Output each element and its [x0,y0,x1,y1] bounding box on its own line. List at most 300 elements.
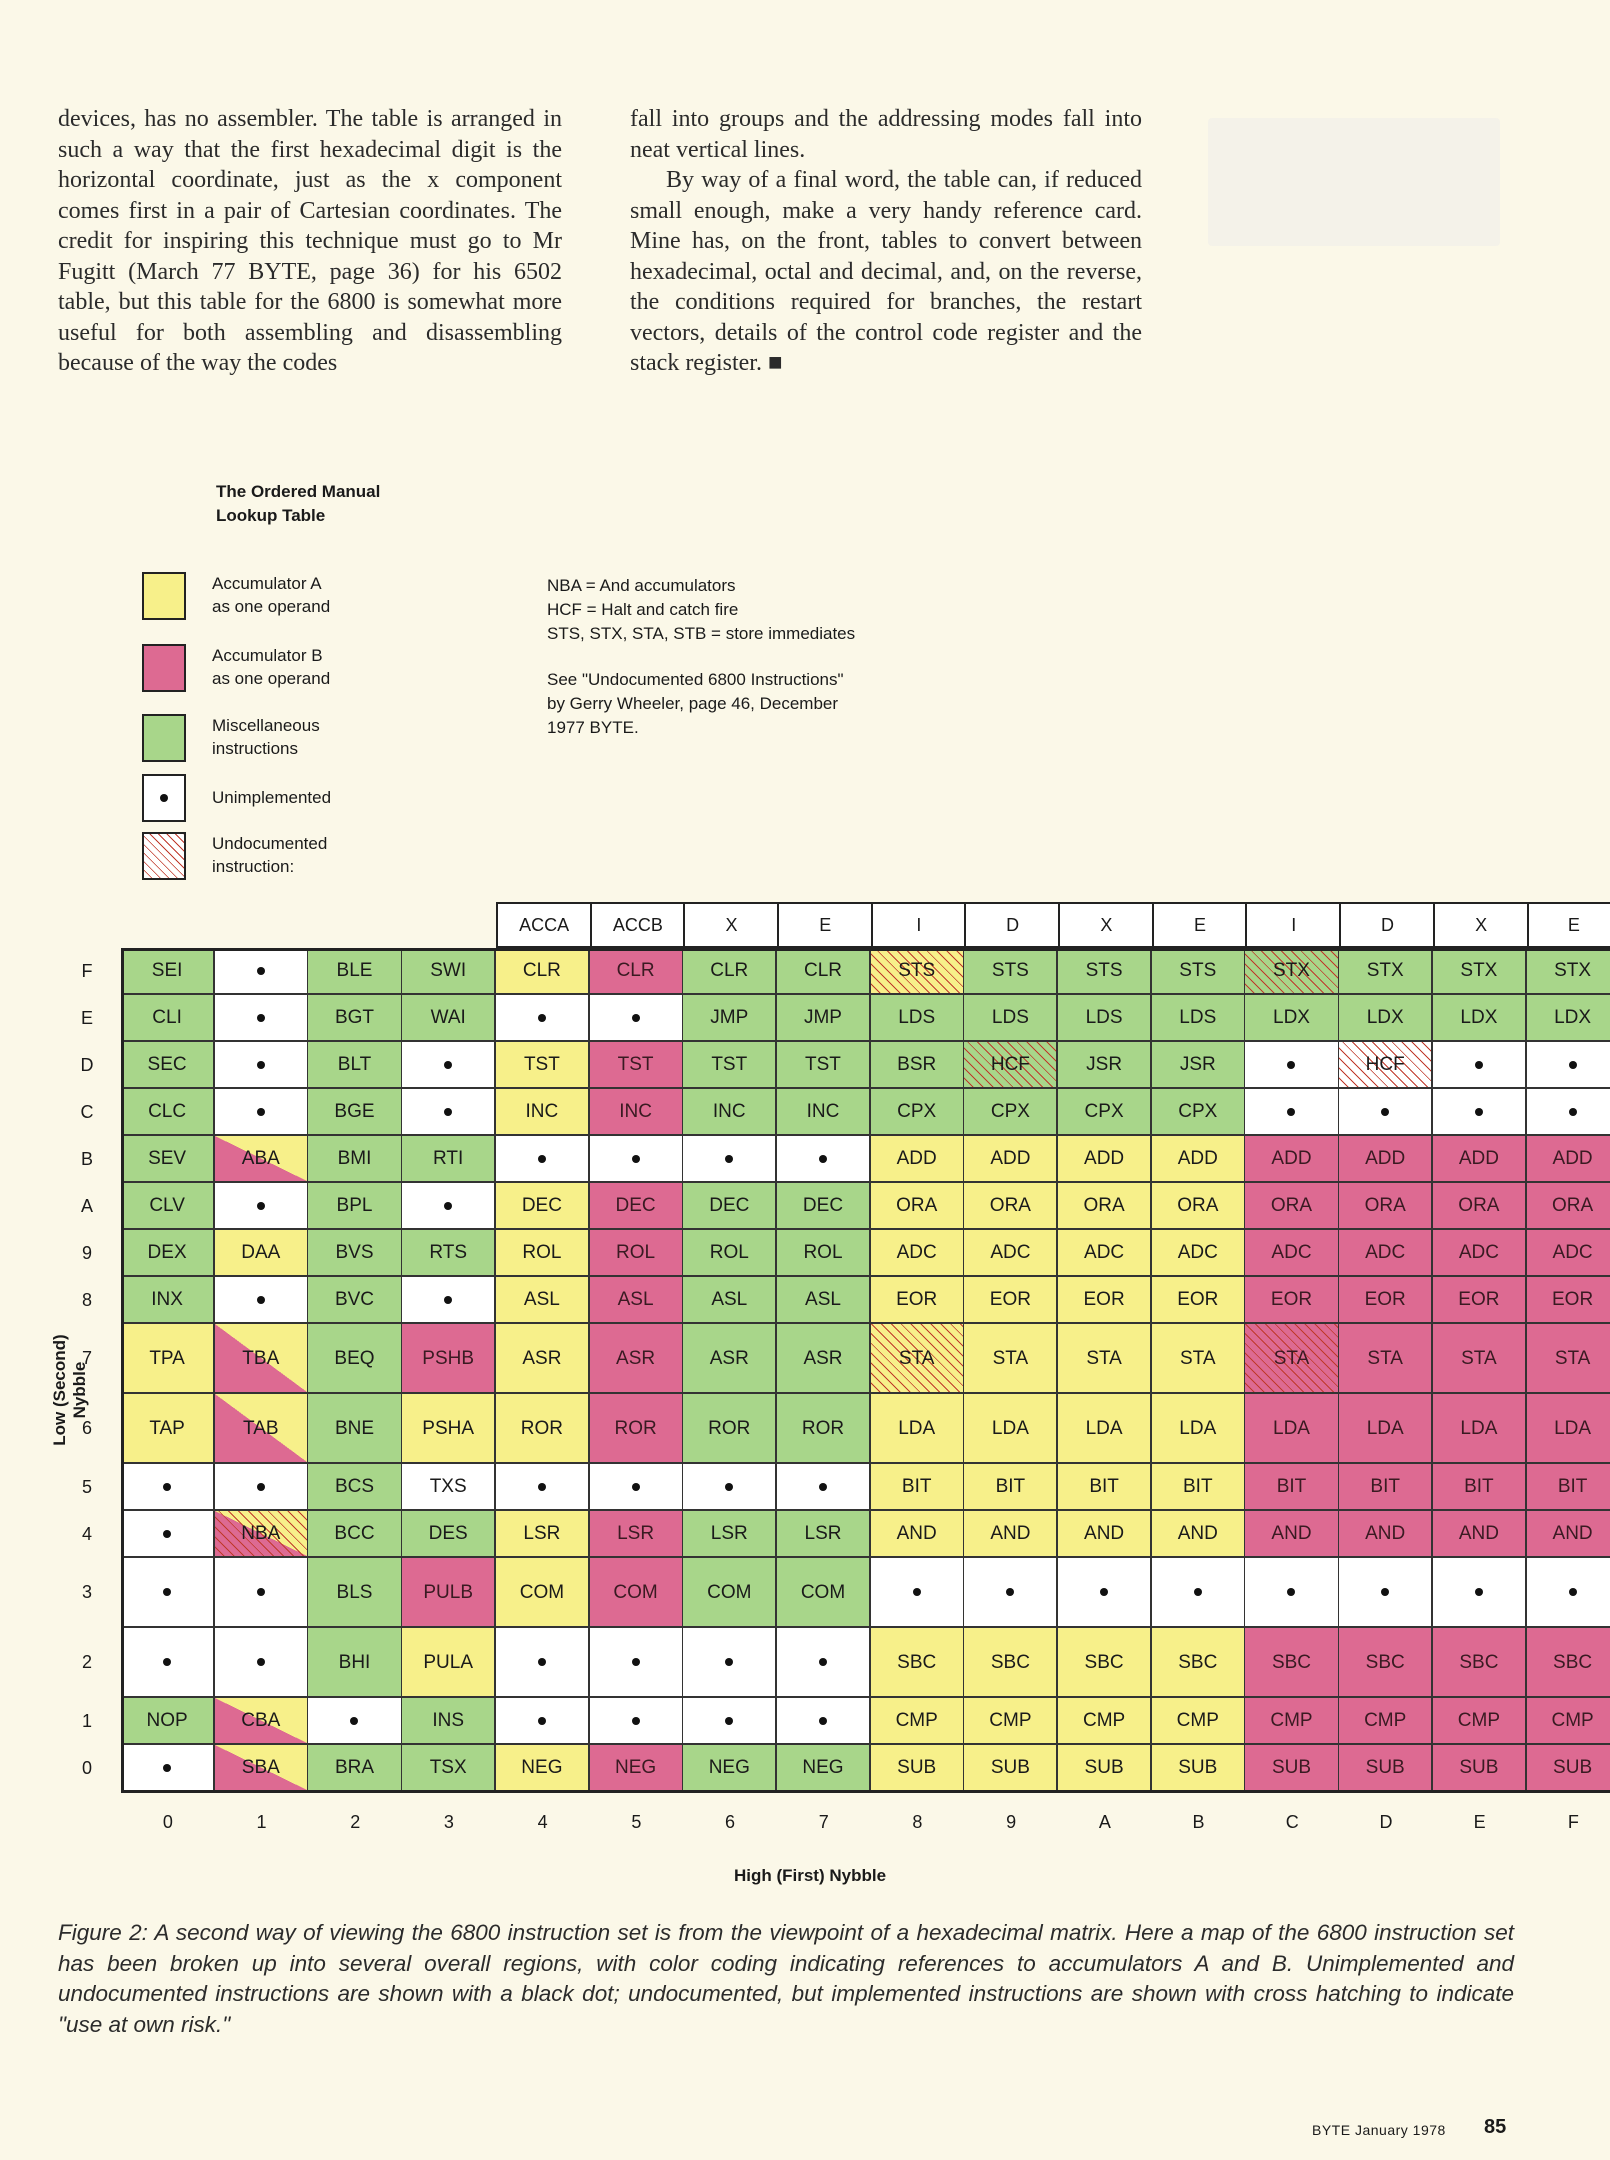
dot-icon [257,1108,265,1116]
dot-icon [913,1588,921,1596]
opcode-cell: STS [964,948,1058,995]
opcode-cell: LDA [1527,1394,1610,1464]
opcode-cell: BCC [308,1511,402,1558]
opcode-cell: LDA [1245,1394,1339,1464]
opcode-cell: CMP [871,1698,965,1745]
opcode-cell: ASL [496,1277,590,1324]
opcode-cell: AND [1433,1511,1527,1558]
opcode-cell: BMI [308,1136,402,1183]
col-label: 8 [912,1812,923,1832]
opcode-cell: ROR [496,1394,590,1464]
opcode-cell: SWI [402,948,496,995]
dot-icon [1475,1061,1483,1069]
opcode-cell: BRA [308,1745,402,1792]
opcode-cell: SBC [1058,1628,1152,1698]
dot-icon [1100,1588,1108,1596]
opcode-cell: TST [777,1042,871,1089]
opcode-cell: TST [590,1042,684,1089]
swatch-green [142,714,186,762]
opcode-cell: LDS [1152,995,1246,1042]
opcode-cell [215,1183,309,1230]
row-label: A [80,1195,93,1216]
opcode-cell: BIT [871,1464,965,1511]
dot-icon [1006,1588,1014,1596]
opcode-cell: ROL [496,1230,590,1277]
opcode-cell: CPX [1152,1089,1246,1136]
opcode-cell: RTI [402,1136,496,1183]
opcode-cell: ADC [1245,1230,1339,1277]
opcode-cell [496,1628,590,1698]
dot-icon [1475,1588,1483,1596]
opcode-cell: ADD [1152,1136,1246,1183]
opcode-cell: LSR [683,1511,777,1558]
legend-acc-a: Accumulator A as one operand [142,572,412,620]
opcode-cell: TPA [121,1324,215,1394]
col-label: 4 [537,1812,548,1832]
opcode-cell: EOR [964,1277,1058,1324]
col-label: B [1192,1812,1205,1832]
opcode-cell [777,1136,871,1183]
opcode-cell: ADC [964,1230,1058,1277]
opcode-cell: TAB [215,1394,309,1464]
row-label: 3 [81,1582,92,1602]
dot-icon [632,1014,640,1022]
dot-icon [257,1588,265,1596]
opcode-cell: CMP [1339,1698,1433,1745]
dot-icon [444,1108,452,1116]
dot-icon [257,1061,265,1069]
opcode-cell: SUB [871,1745,965,1792]
row-label: 0 [81,1757,92,1778]
opcode-cell [777,1464,871,1511]
opcode-cell: SBC [964,1628,1058,1698]
dot-icon [1569,1588,1577,1596]
col-header: X [1058,902,1153,948]
opcode-cell [215,1042,309,1089]
page-number: 85 [1484,2116,1507,2138]
opcode-cell: ROR [683,1394,777,1464]
dot-icon [538,1155,546,1163]
legend-acc-b: Accumulator B as one operand [142,644,412,692]
opcode-cell: DES [402,1511,496,1558]
opcode-cell: AND [871,1511,965,1558]
opcode-cell: NBA [215,1511,309,1558]
dot-icon [632,1155,640,1163]
opcode-cell [590,1136,684,1183]
opcode-cell: LDS [964,995,1058,1042]
dot-icon [163,1658,171,1666]
opcode-cell [1527,1558,1610,1628]
opcode-cell: ADD [1245,1136,1339,1183]
opcode-cell: STS [1152,948,1246,995]
right-paragraph-1: fall into groups and the addressing modes fall into neat vertical lines. [630,106,1142,163]
opcode-cell: ASR [777,1324,871,1394]
opcode-cell: ORA [1339,1183,1433,1230]
opcode-cell: BPL [308,1183,402,1230]
opcode-cell [215,1628,309,1698]
opcode-cell: EOR [1527,1277,1610,1324]
opcode-cell: ASL [683,1277,777,1324]
opcode-cell: SBC [1433,1628,1527,1698]
opcode-cell: BIT [1152,1464,1246,1511]
dot-icon [1381,1588,1389,1596]
opcode-cell: INC [683,1089,777,1136]
opcode-cell: AND [964,1511,1058,1558]
opcode-cell: ORA [1058,1183,1152,1230]
opcode-cell [215,1558,309,1628]
opcode-cell: DEC [777,1183,871,1230]
opcode-cell: PUL A [402,1628,496,1698]
opcode-cell: BCS [308,1464,402,1511]
opcode-cell: INX [121,1277,215,1324]
row-label: 7 [81,1348,92,1368]
opcode-cell: ABA [215,1136,309,1183]
opcode-cell: HCF [964,1042,1058,1089]
opcode-cell: STX [1433,948,1527,995]
row-label: F [81,960,93,981]
dot-icon [725,1658,733,1666]
dot-icon [163,1588,171,1596]
opcode-cell: LDA [1058,1394,1152,1464]
opcode-cell: SUB [1339,1745,1433,1792]
opcode-cell [402,1042,496,1089]
col-label: 2 [350,1812,361,1832]
opcode-cell: STA [964,1324,1058,1394]
opcode-cell: STA [1433,1324,1527,1394]
swatch-yellow [142,572,186,620]
opcode-cell: PSH A [402,1394,496,1464]
opcode-cell: ADC [871,1230,965,1277]
dot-icon [538,1717,546,1725]
opcode-cell: CLC [121,1089,215,1136]
opcode-cell: DEX [121,1230,215,1277]
opcode-cell [121,1745,215,1792]
row-label: 6 [81,1418,92,1438]
left-paragraph: devices, has no assembler. The table is arranged in such a way that the first hexadecimal digit is the horizontal coordinate, just as the x component comes first in a pair of Cartesian coordinates. The credit for inspiring this technique must go to Mr Fugitt (March 77 BYTE, page 36) for his 6502 table, but this table for the 6800 is somewhat more useful for both assembling and disassembling because of the way the codes [58,106,562,376]
opcode-cell [215,1277,309,1324]
opcode-cell: CMP [964,1698,1058,1745]
dot-icon [163,1483,171,1491]
opcode-cell: SUB [1433,1745,1527,1792]
opcode-cell: SBA [215,1745,309,1792]
opcode-cell [1339,1558,1433,1628]
dot-icon [538,1014,546,1022]
opcode-cell: EOR [871,1277,965,1324]
opcode-cell: LDA [1152,1394,1246,1464]
dot-icon [632,1658,640,1666]
col-header: E [1152,902,1247,948]
opcode-cell: STA [1152,1324,1246,1394]
dot-icon [160,794,168,802]
opcode-cell: COM [777,1558,871,1628]
opcode-cell [121,1511,215,1558]
opcode-cell: ORA [1152,1183,1246,1230]
dot-icon [1569,1061,1577,1069]
dot-icon [819,1155,827,1163]
legend-undocumented: Undocumented instruction: [142,832,412,880]
opcode-cell: BIT [1058,1464,1152,1511]
article-right-column [630,104,1142,379]
dot-icon [725,1717,733,1725]
opcode-cell: BLT [308,1042,402,1089]
col-label: 5 [631,1812,642,1832]
opcode-cell: LDS [1058,995,1152,1042]
opcode-cell: BVC [308,1277,402,1324]
opcode-cell: SUB [1245,1745,1339,1792]
opcode-cell: ASL [590,1277,684,1324]
opcode-cell: NEG [590,1745,684,1792]
opcode-cell: AND [1245,1511,1339,1558]
opcode-cell: RTS [402,1230,496,1277]
table-title: The Ordered Manual Lookup Table [216,482,381,525]
dot-icon [1475,1108,1483,1116]
col-header: X [1433,902,1528,948]
reference-note: See "Undocumented 6800 Instructions" by Gerry Wheeler, page 46, December 1977 BYTE. [547,670,844,737]
opcode-cell [1152,1558,1246,1628]
opcode-cell: TST [683,1042,777,1089]
col-label: E [1473,1812,1486,1832]
row-label: 1 [81,1710,92,1731]
opcode-cell: ADC [1433,1230,1527,1277]
opcode-cell: ROR [777,1394,871,1464]
opcode-cell: LDX [1245,995,1339,1042]
opcode-cell [215,1464,309,1511]
opcode-cell: ADC [1339,1230,1433,1277]
col-header: ACCB [590,902,685,948]
dot-icon [538,1483,546,1491]
col-label: F [1567,1812,1579,1832]
opcode-cell: PUL B [402,1558,496,1628]
opcode-cell: SUB [964,1745,1058,1792]
opcode-cell: AND [1058,1511,1152,1558]
opcode-cell: BHI [308,1628,402,1698]
opcode-cell [402,1183,496,1230]
opcode-cell: JMP [683,995,777,1042]
opcode-cell: LSR [777,1511,871,1558]
opcode-cell [1245,1558,1339,1628]
row-label: B [80,1148,93,1169]
opcode-cell: CMP [1152,1698,1246,1745]
legend-unimplemented: Unimplemented [142,774,412,822]
opcode-cell: BIT [1527,1464,1610,1511]
dot-icon [725,1483,733,1491]
dot-icon [819,1717,827,1725]
opcode-cell: NOP [121,1698,215,1745]
opcode-cell: STA [1245,1324,1339,1394]
opcode-cell [496,995,590,1042]
opcode-cell [683,1136,777,1183]
right-paragraph-2: By way of a final word, the table can, if reduced small enough, make a very handy reference card. Mine has, on the front, tables to convert between hexadecimal, octal and decimal, and, on the reverse, the conditions required for branches, the restart vectors, details of the control code register and the stack register. ■ [630,167,1142,376]
dot-icon [163,1530,171,1538]
col-label: A [1098,1812,1111,1832]
opcode-cell: BEQ [308,1324,402,1394]
opcode-cell: CPX [964,1089,1058,1136]
opcode-cell: CMP [1433,1698,1527,1745]
faded-block [1208,118,1500,246]
opcode-cell: BVS [308,1230,402,1277]
opcode-cell: ADD [1339,1136,1433,1183]
opcode-cell [402,1277,496,1324]
opcode-cell: ROL [683,1230,777,1277]
opcode-cell: ASR [683,1324,777,1394]
opcode-cell [121,1558,215,1628]
opcode-cell: ADD [871,1136,965,1183]
dot-icon [632,1483,640,1491]
opcode-cell [871,1558,965,1628]
col-label: C [1285,1812,1299,1832]
opcode-cell: ADC [1527,1230,1610,1277]
dot-icon [163,1764,171,1772]
opcode-cell: ORA [1433,1183,1527,1230]
opcode-cell: ASL [777,1277,871,1324]
opcode-cell [590,1464,684,1511]
y-axis-label: Low (Second) Nybble [50,1334,89,1446]
opcode-cell [1433,1089,1527,1136]
opcode-cell [683,1464,777,1511]
opcode-cell [496,1464,590,1511]
opcode-cell: CLI [121,995,215,1042]
dot-icon [1287,1061,1295,1069]
opcode-cell: LDS [871,995,965,1042]
opcode-cell: COM [683,1558,777,1628]
opcode-cell: NEG [683,1745,777,1792]
opcode-cell [683,1628,777,1698]
opcode-cell: ASR [590,1324,684,1394]
opcode-cell: ROR [590,1394,684,1464]
col-label: D [1379,1812,1393,1832]
col-header: X [683,902,778,948]
opcode-cell [215,995,309,1042]
dot-icon [350,1717,358,1725]
opcode-cell [402,1089,496,1136]
col-label: 6 [725,1812,736,1832]
opcode-cell: CLR [683,948,777,995]
opcode-cell: AND [1527,1511,1610,1558]
opcode-cell: TST [496,1042,590,1089]
opcode-cell: TAP [121,1394,215,1464]
opcode-cell [590,1628,684,1698]
opcode-cell: STS [1058,948,1152,995]
opcode-cell [215,1089,309,1136]
dot-icon [1287,1588,1295,1596]
opcode-cell [1527,1042,1610,1089]
dot-icon [538,1658,546,1666]
opcode-cell: SEC [121,1042,215,1089]
dot-icon [819,1483,827,1491]
row-label: 8 [81,1289,92,1310]
opcode-cell: BIT [1245,1464,1339,1511]
opcode-cell: LDX [1339,995,1433,1042]
dot-icon [819,1658,827,1666]
opcode-cell: AND [1339,1511,1433,1558]
opcode-cell: ORA [1245,1183,1339,1230]
dot-icon [1569,1108,1577,1116]
opcode-cell [683,1698,777,1745]
opcode-cell: DAA [215,1230,309,1277]
row-label: 4 [81,1523,92,1544]
opcode-cell [1058,1558,1152,1628]
opcode-cell: CPX [871,1089,965,1136]
opcode-cell: HCF [1339,1042,1433,1089]
opcode-cell: CLR [496,948,590,995]
col-header: I [1245,902,1340,948]
opcode-cell [1527,1089,1610,1136]
dot-icon [257,1202,265,1210]
opcode-cell: INC [590,1089,684,1136]
opcode-cell: TSX [402,1745,496,1792]
opcode-cell: INC [496,1089,590,1136]
opcode-cell: SBC [871,1628,965,1698]
opcode-cell: WAI [402,995,496,1042]
opcode-cell: DEC [683,1183,777,1230]
opcode-cell: LDX [1527,995,1610,1042]
opcode-cell: EOR [1339,1277,1433,1324]
opcode-cell: STS [871,948,965,995]
opcode-cell [1433,1558,1527,1628]
opcode-cell: STA [1339,1324,1433,1394]
opcode-cell: BNE [308,1394,402,1464]
abbrev-notes: NBA = And accumulators HCF = Halt and catch fire STS, STX, STA, STB = store immediates [547,576,856,643]
row-label: 5 [81,1476,92,1497]
opcode-cell: LSR [590,1511,684,1558]
opcode-cell: CMP [1527,1698,1610,1745]
opcode-cell: STX [1527,948,1610,995]
opcode-cell: ADD [1058,1136,1152,1183]
swatch-dot [142,774,186,822]
row-label: 2 [81,1652,92,1672]
legend-misc: Miscellaneous instructions [142,714,412,762]
opcode-cell: LSR [496,1511,590,1558]
swatch-pink [142,644,186,692]
opcode-cell [1339,1089,1433,1136]
opcode-cell [121,1628,215,1698]
opcode-cell: ADC [1152,1230,1246,1277]
opcode-cell: ADD [964,1136,1058,1183]
row-label: C [80,1101,94,1122]
dot-icon [257,1483,265,1491]
opcode-cell: SBC [1245,1628,1339,1698]
opcode-cell: NEG [496,1745,590,1792]
opcode-cell [777,1698,871,1745]
opcode-cell: STX [1339,948,1433,995]
opcode-cell: EOR [1433,1277,1527,1324]
swatch-hatch [142,832,186,880]
dot-icon [257,1658,265,1666]
opcode-cell: PSH B [402,1324,496,1394]
article-left-column [58,104,562,379]
opcode-cell: INC [777,1089,871,1136]
opcode-cell: CPX [1058,1089,1152,1136]
dot-icon [1287,1108,1295,1116]
dot-icon [444,1296,452,1304]
opcode-cell: SUB [1527,1745,1610,1792]
opcode-cell [496,1136,590,1183]
col-label: 9 [1006,1812,1017,1832]
dot-icon [444,1202,452,1210]
opcode-cell: SUB [1058,1745,1152,1792]
opcode-cell: SBC [1152,1628,1246,1698]
opcode-cell [215,948,309,995]
opcode-cell [964,1558,1058,1628]
opcode-cell: DEC [496,1183,590,1230]
opcode-cell: TBA [215,1324,309,1394]
opcode-cell [1433,1042,1527,1089]
opcode-cell: SBC [1339,1628,1433,1698]
footer-issue: BYTE January 1978 [1312,2122,1446,2138]
opcode-cell: AND [1152,1511,1246,1558]
opcode-cell: SBC [1527,1628,1610,1698]
row-label: 9 [81,1242,92,1263]
